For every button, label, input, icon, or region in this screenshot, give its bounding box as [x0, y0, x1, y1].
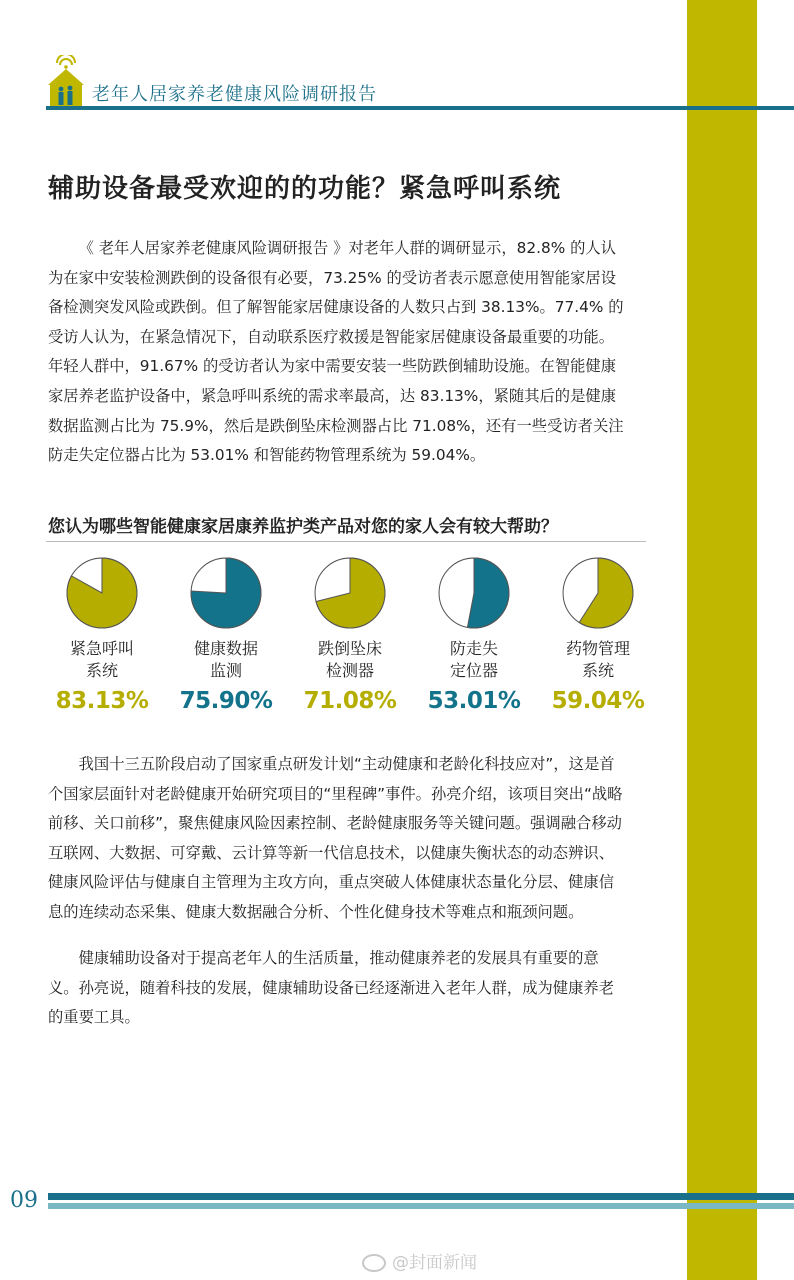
section-title: 辅助设备最受欢迎的的功能？紧急呼叫系统 [48, 174, 562, 204]
header-divider [46, 106, 794, 110]
paragraph-survey: 《 老年人居家养老健康风险调研报告 》对老年人群的调研显示，82.8% 的人认为在家中安装检测跌倒的设备很有必要，73.25% 的受访者表示愿意使用智能家居设备检测突发风险或跌倒。但了解智能家居健康设备的人数只占到 38.13%。77.4% 的受访人认为，在紧急情况下，自动联系医疗救援是智能家居健康设备最重要的功能。年轻人群中，91.67% 的受访者认为家中需要安装一些防跌倒辅助设施。在智能健康家居养老监护设备中，紧急呼叫系统的需求率最高，达 83.13%，紧随其后的是健康数据监测占比为 75.9%，然后是跌倒坠床检测器占比 71.08%，还有一些受访者关注防走失定位器占比为 53.01% 和智能药物管理系统为 59.04%。 [48, 239, 624, 465]
pie-value-label: 83.13% [55, 688, 149, 714]
pie-chart [189, 556, 263, 630]
pie-value-label: 71.08% [303, 688, 397, 714]
pie-category-label: 跌倒坠床 检测器 [317, 639, 382, 680]
pie-chart [437, 556, 511, 630]
watermark-text: @封面新闻 [392, 1253, 477, 1273]
chart-question: 您认为哪些智能健康家居康养监护类产品对您的家人会有较大帮助？ [48, 517, 558, 537]
pie-chart-item [40, 556, 164, 714]
pie-category-label: 防走失 定位器 [449, 639, 498, 680]
pie-chart [65, 556, 139, 630]
pie-chart-item [164, 556, 288, 714]
pie-chart-item [288, 556, 412, 714]
pie-chart [313, 556, 387, 630]
footer-divider-dark [48, 1193, 794, 1200]
pie-value-label: 75.90% [179, 688, 273, 714]
pie-category-label: 紧急呼叫 系统 [69, 639, 134, 680]
page-number: 09 [10, 1188, 38, 1213]
pie-chart-item [412, 556, 536, 714]
pie-chart [561, 556, 635, 630]
pie-chart-item [536, 556, 660, 714]
pie-category-label: 健康数据 监测 [193, 639, 258, 680]
decorative-side-bar [687, 0, 757, 1280]
pie-value-label: 59.04% [551, 688, 645, 714]
footer-divider-light [48, 1203, 794, 1209]
pie-chart-group [40, 556, 645, 726]
header-title: 老年人居家养老健康风险调研报告 [92, 84, 377, 105]
weibo-icon [362, 1254, 386, 1272]
house-logo-icon [46, 55, 86, 107]
question-divider [46, 541, 646, 542]
pie-category-label: 药物管理 系统 [565, 639, 630, 680]
paragraph-conclusion: 健康辅助设备对于提高老年人的生活质量，推动健康养老的发展具有重要的意义。孙亮说，随着科技的发展，健康辅助设备已经逐渐进入老年人群，成为健康养老的重要工具。 [48, 949, 614, 1027]
pie-value-label: 53.01% [427, 688, 521, 714]
watermark [362, 1248, 477, 1273]
pie-value-slice [467, 558, 509, 628]
paragraph-research-project: 我国十三五阶段启动了国家重点研发计划“主动健康和老龄化科技应对”，这是首个国家层面针对老龄健康开始研究项目的“里程碑”事件。孙亮介绍，该项目突出“战略前移、关口前移”，聚焦健康风险因素控制、老龄健康服务等关键问题。强调融合移动互联网、大数据、可穿戴、云计算等新一代信息技术，以健康失衡状态的动态辨识、健康风险评估与健康自主管理为主攻方向，重点突破人体健康状态量化分层、健康信息的连续动态采集、健康大数据融合分析、个性化健身技术等难点和瓶颈问题。 [48, 755, 623, 921]
